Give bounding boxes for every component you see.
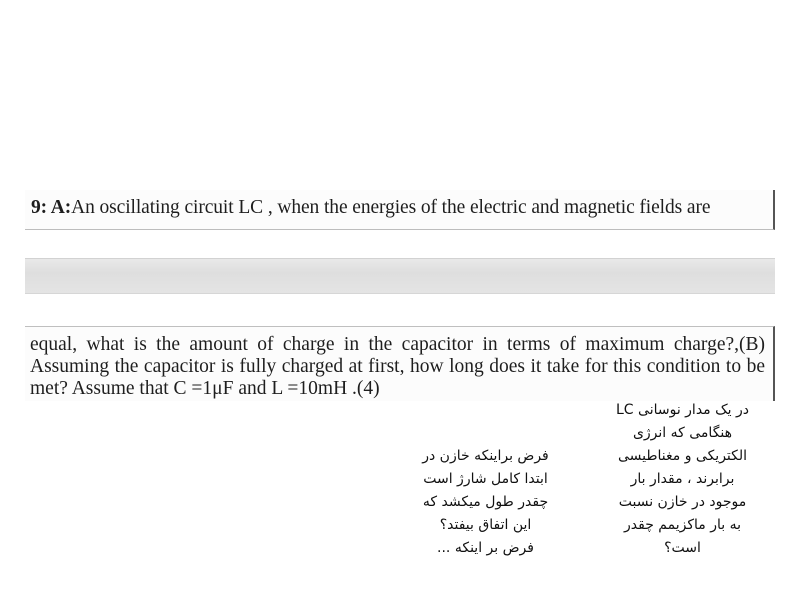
note-a-line: به بار ماکزیمم چقدر — [624, 517, 741, 533]
note-b-line: ابتدا کامل شارژ است — [423, 471, 548, 487]
note-a-line: برابرند ، مقدار بار — [630, 471, 735, 487]
question-strip-bottom — [25, 326, 775, 401]
note-a-line: در یک مدار نوسانی LC — [616, 402, 749, 418]
note-a-line: الکتریکی و مغناطیسی — [617, 448, 748, 464]
question-text-line-2: equal, what is the amount of charge in the capacitor in terms of maximum charge?,(B) — [30, 334, 765, 355]
note-b-line: فرض براینکه خازن در — [422, 448, 549, 464]
question-strip-top — [25, 190, 775, 230]
note-a-line: است؟ — [664, 540, 701, 556]
note-b-line: چقدر طول میکشد که — [422, 494, 549, 510]
scanned-gap-band — [25, 258, 775, 294]
question-first-line — [31, 197, 710, 219]
note-b-line: این اتفاق بیفتد؟ — [439, 517, 532, 533]
persian-note-part-a — [590, 399, 775, 560]
note-b-line: فرض بر اینکه ... — [437, 540, 534, 556]
question-number: 9: A: — [31, 197, 72, 218]
question-text-line-4: met? Assume that C =1μF and L =10mH .(4) — [30, 378, 380, 399]
question-text-line-1: An oscillating circuit LC , when the energies of the electric and magnetic fields are — [71, 197, 711, 218]
question-body — [30, 334, 765, 400]
note-a-line: هنگامی که انرژی — [632, 425, 733, 441]
persian-note-part-b — [398, 445, 573, 560]
note-a-line: موجود در خازن نسبت — [618, 494, 747, 510]
question-text-line-3: Assuming the capacitor is fully charged at first, how long does it take for this condition to be — [30, 356, 765, 377]
